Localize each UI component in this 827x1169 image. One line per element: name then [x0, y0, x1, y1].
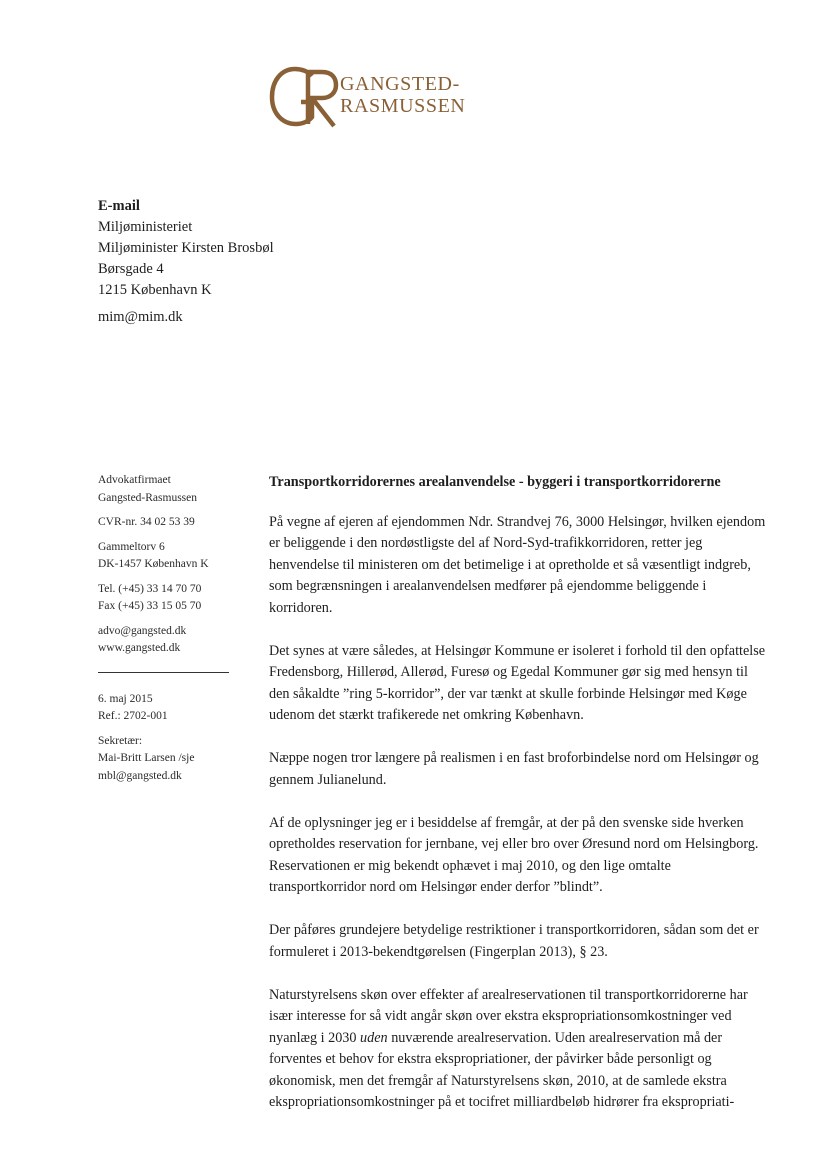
sender-sidebar: [98, 472, 238, 785]
firm-email-link[interactable]: advo@gangsted.dk: [98, 624, 187, 637]
delivery-method-heading: E-mail: [98, 198, 140, 214]
secretary-label: Sekretær:: [98, 734, 143, 747]
recipient-address: [98, 196, 274, 301]
recipient-line: 1215 København K: [98, 282, 212, 298]
paragraph: Der påføres grundejere betydelige restriktioner i transportkorridoren, sådan som det er formuleret i 2013-bekendtgørelsen (Fingerplan 2013), § 23.: [269, 922, 759, 960]
emphasis-text: uden: [360, 1029, 388, 1046]
secretary-email-link[interactable]: mbl@gangsted.dk: [98, 769, 182, 782]
paragraph: Af de oplysninger jeg er i besiddelse af fremgår, at der på den svenske side hverken opretholdes reservation for jernbane, vej eller bro over Øresund nord om Helsingborg. Reservationen er mig bekendt ophævet i maj 2010, og den lige omtalte transportkorridor nord om Helsingør ender derfor ”blindt”.: [269, 814, 759, 895]
letter-title: Transportkorridorernes arealanvendelse - byggeri i transportkorridorerne: [269, 474, 721, 490]
firm-fax: Fax (+45) 33 15 05 70: [98, 600, 202, 612]
company-logo: [268, 66, 498, 128]
firm-phone: Tel. (+45) 33 14 70 70: [98, 582, 202, 595]
paragraph-text: nuværende arealreservation. Uden arealreservation må der forventes et behov for ekstra ekspropriationer, der påvirker både personligt og økonomisk, men det fremgår af Naturstyrelsens skøn, 2010, at de samlede ekstra ekspropriationsomkostninger på et tocifret milliardbeløb hidrører fra ekspropriati-: [269, 1029, 735, 1110]
paragraph: Det synes at være således, at Helsingør Kommune er isoleret i forhold til den opfattelse Fredensborg, Hillerød, Allerød, Furesø og Egedal Kommuner gør sig med hensyn til den såkaldte ”ring 5-korridor”, der var tænkt at skulle forbinde Helsingør med Køge udenom det stærkt trafikerede net omkring København.: [269, 642, 766, 723]
paragraph: [269, 985, 769, 1114]
letter-body: [269, 472, 769, 1135]
firm-city: DK-1457 København K: [98, 558, 209, 570]
gr-monogram-icon: [268, 66, 344, 128]
logo-text-line1: GANGSTED-: [340, 73, 460, 95]
paragraph: Næppe nogen tror længere på realismen i en fast broforbindelse nord om Helsingør og gennem Julianelund.: [269, 750, 759, 788]
recipient-line: Børsgade 4: [98, 261, 164, 277]
recipient-email[interactable]: mim@mim.dk: [98, 309, 183, 325]
sidebar-divider: [98, 672, 229, 673]
firm-street: Gammeltorv 6: [98, 540, 165, 553]
recipient-line: Miljøministeriet: [98, 219, 193, 235]
letter-date: 6. maj 2015: [98, 692, 153, 705]
firm-type: Advokatfirmaet: [98, 474, 171, 486]
paragraph: På vegne af ejeren af ejendommen Ndr. Strandvej 76, 3000 Helsingør, hvilken ejendom er beliggende i den nordøstligste del af Nord-Syd-trafikkorridoren, retter jeg henvendelse til ministeren om det betimelige i at opretholde et så væsentligt indgreb, som begrænsningen i arealanvendelsen medfører på ejendomme beliggende i korridoren.: [269, 513, 766, 616]
firm-name: Gangsted-Rasmussen: [98, 491, 198, 504]
recipient-line: Miljøminister Kirsten Brosbøl: [98, 240, 274, 256]
firm-website-link[interactable]: www.gangsted.dk: [98, 642, 181, 654]
paragraph-text: Naturstyrelsens skøn over effekter af arealreservationen til transportkorridorerne har især interesse for så vidt angår skøn over ekstra ekspropriationsomkostninger ved nyanlæg i 2030: [269, 986, 748, 1046]
secretary-name: Mai-Britt Larsen /sje: [98, 752, 195, 764]
logo-text-line2: RASMUSSEN: [340, 95, 466, 117]
cvr-number: CVR-nr. 34 02 53 39: [98, 516, 195, 528]
reference-number: Ref.: 2702-001: [98, 710, 168, 722]
